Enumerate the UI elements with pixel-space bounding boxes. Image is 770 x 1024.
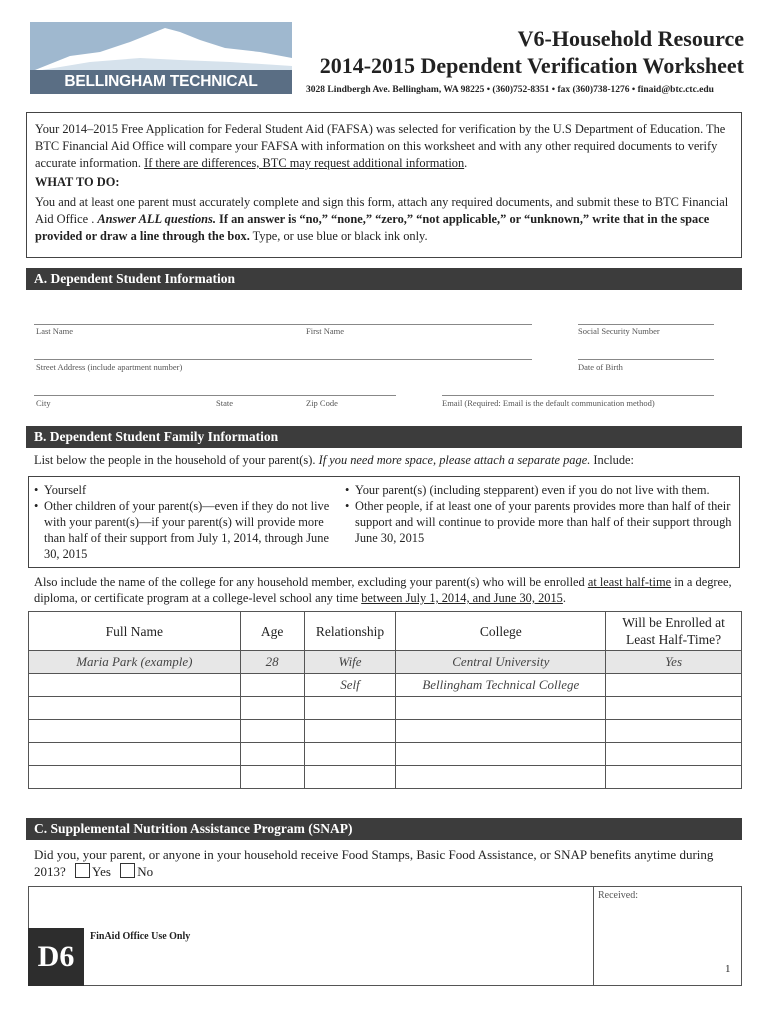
email-label: Email (Required: Email is the default communication method): [442, 398, 655, 408]
list-item-text: Other children of your parent(s)—even if they do not live with your parent(s)—if your parent(s) will provide more than half of their support from July 1, 2014, through June 30, 2015: [44, 499, 330, 561]
section-b-header: B. Dependent Student Family Information: [26, 426, 742, 448]
what-to-do-heading: WHAT TO DO:: [35, 175, 120, 189]
table-cell[interactable]: [29, 720, 241, 743]
form-title: V6-Household Resource: [517, 26, 744, 51]
table-cell[interactable]: [304, 743, 396, 766]
intro-underlined-text: If there are differences, BTC may request additional information: [144, 156, 465, 170]
list-item-text: Yourself: [44, 483, 87, 497]
col-full-name: Full Name: [29, 612, 241, 651]
table-row-example: [29, 651, 742, 674]
ssn-label: Social Security Number: [578, 326, 660, 336]
answer-all-text: Answer ALL questions.: [97, 212, 216, 226]
office-use-label: FinAid Office Use Only: [90, 931, 191, 942]
table-cell[interactable]: [29, 697, 241, 720]
table-cell[interactable]: [396, 743, 606, 766]
table-cell[interactable]: [396, 720, 606, 743]
table-cell[interactable]: [304, 697, 396, 720]
dob-field[interactable]: [578, 359, 714, 360]
col-age: Age: [240, 612, 304, 651]
list-item-text: Your parent(s) (including stepparent) even if you do not live with them.: [355, 483, 710, 497]
college-instructions: [34, 574, 740, 606]
household-intro-text: List below the people in the household of your parent(s).: [34, 453, 319, 467]
table-cell[interactable]: [606, 697, 742, 720]
table-cell[interactable]: [29, 674, 241, 697]
table-cell[interactable]: [606, 674, 742, 697]
list-item-text: Other people, if at least one of your parents provides more than half of their support and will continue to provide more than half of their support through June 30, 2015: [355, 499, 732, 545]
received-label: Received:: [598, 890, 638, 901]
no-label: No: [137, 864, 154, 879]
table-cell[interactable]: [606, 766, 742, 789]
household-intro-italic: If you need more space, please attach a separate page.: [318, 453, 591, 467]
list-item: • Other people, if at least one of your parents provides more than half of their support and will continue to provide more than half of their support through June 30, 2015: [345, 498, 738, 546]
table-cell[interactable]: Self: [304, 674, 396, 697]
logo-text: BELLINGHAM TECHNICAL COLLEGE: [30, 70, 292, 94]
col-college: College: [396, 612, 606, 651]
last-first-name-field[interactable]: [34, 324, 532, 325]
table-row: [29, 674, 742, 697]
household-table: [28, 611, 742, 789]
include-list-left: [34, 482, 340, 562]
table-cell[interactable]: [606, 720, 742, 743]
ssn-field[interactable]: [578, 324, 714, 325]
zip-label: Zip Code: [306, 398, 338, 408]
snap-question: [34, 846, 734, 880]
table-row: [29, 743, 742, 766]
contact-address: 3028 Lindbergh Ave. Bellingham, WA 98225 • (360)752-8351 • fax (360)738-1276 • finaid@btc.ctc.edu: [306, 85, 714, 95]
yes-label: Yes: [92, 864, 111, 879]
section-c-header: C. Supplemental Nutrition Assistance Program (SNAP): [26, 818, 742, 840]
city-state-zip-field[interactable]: [34, 395, 396, 396]
table-cell[interactable]: [396, 697, 606, 720]
received-box: [593, 886, 742, 986]
table-cell: Maria Park (example): [29, 651, 241, 674]
table-row: [29, 697, 742, 720]
form-code-badge: D6: [28, 928, 84, 986]
street-label: Street Address (include apartment number): [36, 362, 183, 372]
table-cell[interactable]: [29, 743, 241, 766]
state-label: State: [216, 398, 233, 408]
street-address-field[interactable]: [34, 359, 532, 360]
no-checkbox[interactable]: [120, 863, 135, 878]
ink-note: Type, or use blue or black ink only.: [249, 229, 428, 243]
what-to-do-text: You and at least one parent must accurately complete and sign this form, attach any required documents, and submit these to BTC Financial Aid Office .: [35, 195, 729, 226]
list-item: • Other children of your parent(s)—even if they do not live with your parent(s)—if your parent(s) will provide more than half of their support from July 1, 2014, through June 30, 2015: [34, 498, 340, 562]
include-list-right: [345, 482, 738, 546]
col-relationship: Relationship: [304, 612, 396, 651]
household-instructions: [34, 452, 744, 468]
table-cell[interactable]: Bellingham Technical College: [396, 674, 606, 697]
college-text-end: .: [562, 591, 566, 605]
page-number: 1: [725, 963, 731, 975]
college-text-mid: in a degree, diploma, or certificate program at a college-level school any time: [34, 575, 732, 605]
form-subtitle: 2014-2015 Dependent Verification Worksheet: [319, 53, 744, 78]
college-logo: [30, 22, 292, 114]
answer-rule-text: If an answer is “no,” “none,” “zero,” “not applicable,” or “unknown,” write that in the space provided or draw a line through the box.: [35, 212, 710, 243]
yes-checkbox[interactable]: [75, 863, 90, 878]
college-text: Also include the name of the college for any household member, excluding your parent(s) who will be enrolled: [34, 575, 588, 589]
table-cell[interactable]: [304, 720, 396, 743]
table-row: [29, 766, 742, 789]
table-cell[interactable]: [240, 720, 304, 743]
table-cell[interactable]: [240, 743, 304, 766]
table-cell: 28: [240, 651, 304, 674]
table-cell[interactable]: [240, 766, 304, 789]
what-to-do-paragraph: [35, 194, 733, 245]
table-cell[interactable]: [240, 674, 304, 697]
city-label: City: [36, 398, 51, 408]
list-item: • Your parent(s) (including stepparent) even if you do not live with them.: [345, 483, 710, 497]
table-cell[interactable]: [606, 743, 742, 766]
list-item: • Yourself: [34, 483, 87, 497]
last-name-label: Last Name: [36, 326, 74, 336]
snap-question-text: Did you, your parent, or anyone in your household receive Food Stamps, Basic Food Assistance, or SNAP benefits anytime during 2013?: [34, 847, 714, 879]
household-intro-end: Include:: [590, 453, 634, 467]
col-half-time: Will be Enrolled at Least Half-Time?: [606, 612, 742, 651]
table-cell[interactable]: [29, 766, 241, 789]
table-cell[interactable]: [396, 766, 606, 789]
first-name-label: First Name: [306, 326, 345, 336]
dob-label: Date of Birth: [578, 362, 623, 372]
table-row: [29, 720, 742, 743]
date-range-text: between July 1, 2014, and June 30, 2015: [361, 591, 563, 605]
table-cell: Wife: [304, 651, 396, 674]
email-field[interactable]: [442, 395, 714, 396]
table-header-row: [29, 612, 742, 651]
table-cell: Central University: [396, 651, 606, 674]
table-cell: Yes: [606, 651, 742, 674]
table-cell[interactable]: [304, 766, 396, 789]
instructions-box: [26, 112, 742, 258]
intro-text: Your 2014–2015 Free Application for Federal Student Aid (FAFSA) was selected for verification by the U.S Department of Education. The BTC Financial Aid Office will compare your FAFSA with information on this worksheet and with any other required documents to verify accurate information.: [35, 122, 726, 170]
half-time-text: at least half-time: [587, 575, 672, 589]
mountain-logo-icon: [30, 22, 292, 72]
table-cell[interactable]: [240, 697, 304, 720]
intro-end: .: [464, 156, 468, 170]
section-a-header: A. Dependent Student Information: [26, 268, 742, 290]
intro-paragraph: [35, 121, 733, 172]
